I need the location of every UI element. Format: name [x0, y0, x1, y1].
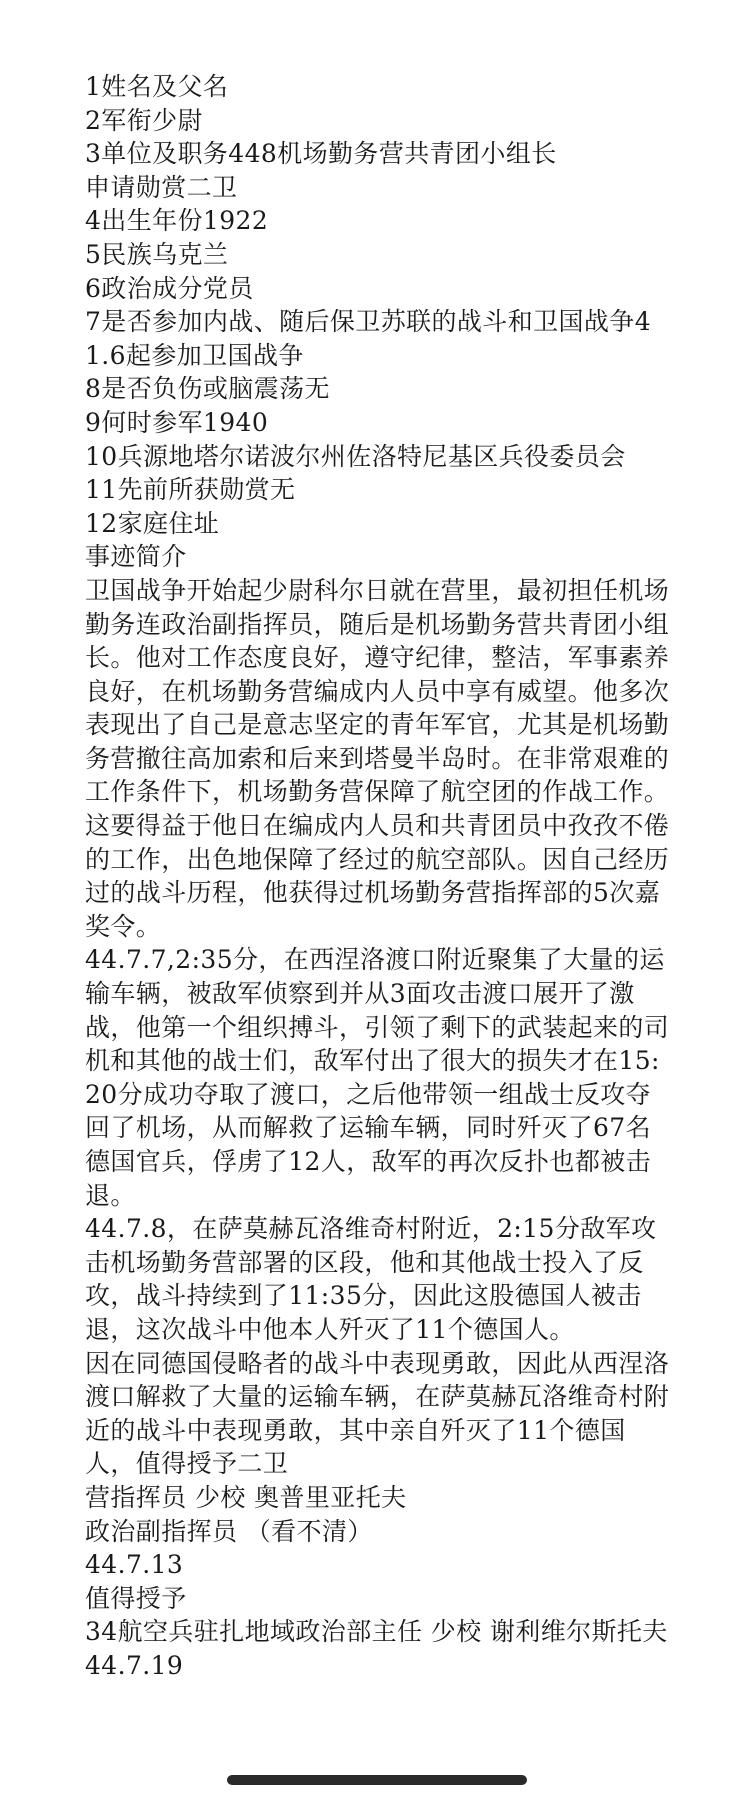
- signature-political-chief: 34航空兵驻扎地域政治部主任 少校 谢利维尔斯托夫: [85, 1617, 668, 1647]
- field-party: 6政治成分党员: [85, 273, 254, 303]
- field-rank: 2军衔少尉: [85, 105, 203, 135]
- field-birth-year: 4出生年份1922: [85, 206, 269, 236]
- home-indicator[interactable]: [227, 1775, 527, 1785]
- field-home-address: 12家庭住址: [85, 508, 220, 538]
- date-2: 44.7.19: [85, 1650, 184, 1680]
- section-heading-summary: 事迹简介: [85, 542, 187, 572]
- field-unit: 3单位及职务448机场勤务营共青团小组长: [85, 139, 557, 169]
- summary-paragraph-3: 44.7.8，在萨莫赫瓦洛维奇村附近，2:15分敌军攻击机场勤务营部署的区段，他和其他战士投入了反攻，战斗持续到了11:35分，因此这股德国人被击退，这次战斗中他本人歼灭了11个德国人。: [85, 1214, 657, 1344]
- document-body: [85, 70, 675, 1683]
- field-name: 1姓名及父名: [85, 72, 229, 101]
- date-1: 44.7.13: [85, 1550, 184, 1580]
- field-previous-awards: 11先前所获勋赏无: [85, 475, 296, 505]
- summary-paragraph-2: 44.7.7,2:35分，在西涅洛渡口附近聚集了大量的运输车辆，被敌军侦察到并从3面攻击渡口展开了激战，他第一个组织搏斗，引领了剩下的武装起来的司机和其他的战士们，敌军付出了很大的损失才在15:20分成功夺取了渡口，之后他带领一组战士反攻夺回了机场，从而解救了运输车辆，同时歼灭了67名德国官兵，俘虏了12人，敌军的再次反扑也都被击退。: [85, 945, 670, 1210]
- endorsement: 值得授予: [85, 1583, 187, 1613]
- field-wounds: 8是否负伤或脑震荡无: [85, 374, 330, 404]
- summary-conclusion: 因在同德国侵略者的战斗中表现勇敢，因此从西涅洛渡口解救了大量的运输车辆，在萨莫赫瓦洛维奇村附近的战斗中表现勇敢，其中亲自歼灭了11个德国人，值得授予二卫: [85, 1348, 670, 1479]
- summary-paragraph-1: 卫国战争开始起少尉科尔日就在营里，最初担任机场勤务连政治副指挥员，随后是机场勤务营共青团小组长。他对工作态度良好，遵守纪律，整洁，军事素养良好，在机场勤务营编成内人员中享有威望。他多次表现出了自己是意志坚定的青年军官，尤其是机场勤务营撤往高加索和后来到塔曼半岛时。在非常艰难的工作条件下，机场勤务营保障了航空团的作战工作。这要得益于他日在编成内人员和共青团员中孜孜不倦的工作，出色地保障了经过的航空部队。因自己经历过的战斗历程，他获得过机场勤务营指挥部的5次嘉奖令。: [85, 575, 670, 941]
- field-nationality: 5民族乌克兰: [85, 239, 229, 269]
- signature-battalion-commander: 营指挥员 少校 奥普里亚托夫: [85, 1482, 407, 1512]
- signature-political-deputy: 政治副指挥员 （看不清）: [85, 1516, 373, 1546]
- field-war-participation: 7是否参加内战、随后保卫苏联的战斗和卫国战争41.6起参加卫国战争: [85, 307, 652, 370]
- field-draft-office: 10兵源地塔尔诺波尔州佐洛特尼基区兵役委员会: [85, 441, 626, 471]
- field-award-requested: 申请勋赏二卫: [85, 172, 238, 202]
- field-enlistment: 9何时参军1940: [85, 407, 269, 437]
